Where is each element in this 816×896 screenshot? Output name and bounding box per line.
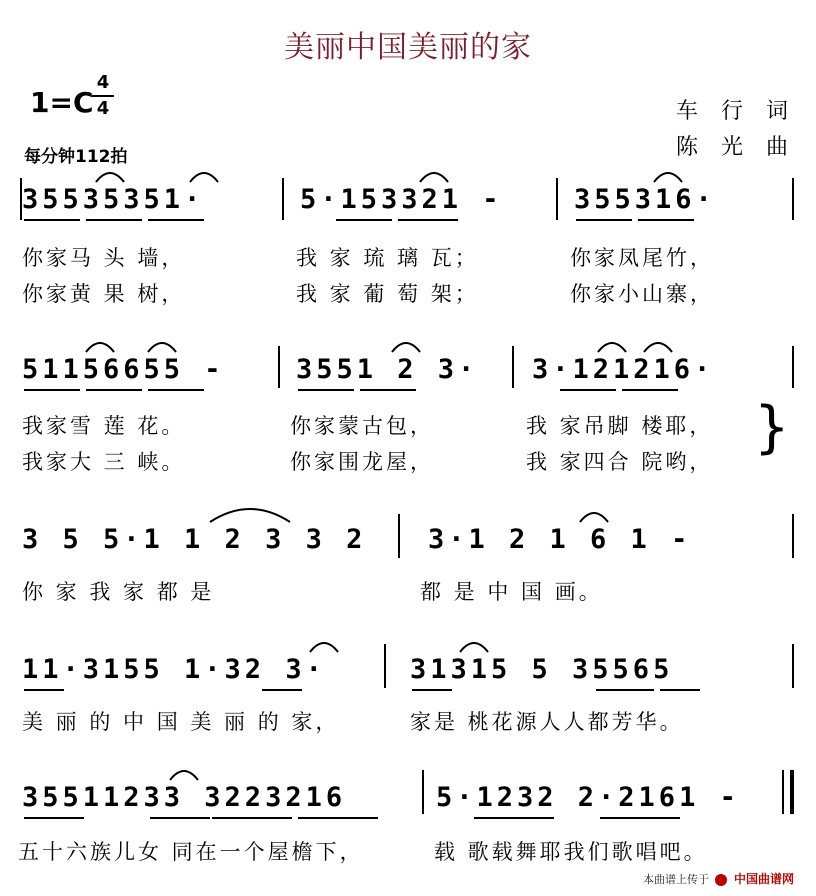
lyric-line: 你 家 我 家 都 是 xyxy=(22,580,215,604)
lyricist-credit: 车 行 词 xyxy=(676,99,796,124)
notes-measure: 35511233 3223216 xyxy=(22,782,347,813)
lyric-line: 你家马 头 墙， xyxy=(22,246,186,270)
notes-measure: 11·3155 1·32 3· xyxy=(22,654,326,685)
site-logo-icon xyxy=(715,874,727,886)
slur-mark xyxy=(96,173,124,182)
slur-mark xyxy=(654,173,682,182)
lyric-line: 家是 桃花源人人都芳华。 xyxy=(410,710,684,734)
lyric-line: 你家蒙古包， xyxy=(290,414,434,438)
slur-mark xyxy=(210,509,290,522)
slur-mark xyxy=(86,343,114,352)
lyric-brace: } xyxy=(754,395,790,460)
notes-measure: 5·1232 2·2161 - xyxy=(436,782,740,813)
lyric-line: 我 家吊脚 楼耶， xyxy=(526,414,714,438)
notes-measure: 51156655 - xyxy=(22,354,225,385)
slur-mark xyxy=(644,343,672,352)
lyric-line: 你家黄 果 树， xyxy=(22,282,186,306)
slur-mark xyxy=(170,771,198,780)
lyric-line: 你家围龙屋， xyxy=(290,450,434,474)
notes-measure: 355316· xyxy=(574,184,716,215)
footer-brand: 中国曲谱网 xyxy=(733,872,794,886)
notes-measure: 35535351· xyxy=(22,184,205,215)
slur-mark xyxy=(310,643,338,652)
lyric-line: 我家大 三 峡。 xyxy=(22,450,186,474)
lyric-line: 你家小山寨， xyxy=(570,282,714,306)
notes-measure: 3551 2 3· xyxy=(296,354,479,385)
composer-credit: 陈 光 曲 xyxy=(676,135,796,160)
lyric-line: 载 歌载舞耶我们歌唱吧。 xyxy=(434,840,708,864)
key-signature: 1=C xyxy=(30,86,94,119)
notes-measure: 3·1 2 1 6 1 - xyxy=(428,524,692,555)
song-title: 美丽中国美丽的家 xyxy=(284,30,532,65)
slur-mark xyxy=(460,643,488,652)
notes-measure: 5·153321 - xyxy=(300,184,503,215)
notes-measure: 3·121216· xyxy=(532,354,715,385)
slur-mark xyxy=(148,343,176,352)
slur-mark xyxy=(420,173,448,182)
slur-mark xyxy=(190,173,218,182)
notes-measure: 3 5 5·1 1 2 3 3 2 xyxy=(22,524,367,555)
lyric-line: 我家雪 莲 花。 xyxy=(22,414,186,438)
slur-mark xyxy=(598,343,626,352)
lyric-line: 我 家 琉 璃 瓦； xyxy=(296,246,479,270)
lyric-line: 都 是 中 国 画。 xyxy=(420,580,603,604)
time-sig-top: 4 xyxy=(96,72,110,93)
lyric-line: 我 家四合 院哟， xyxy=(526,450,714,474)
lyric-line: 五十六族儿女 同在一个屋檐下， xyxy=(18,840,364,864)
lyric-line: 你家凤尾竹， xyxy=(570,246,714,270)
lyric-line: 美 丽 的 中 国 美 丽 的 家， xyxy=(22,710,340,734)
slur-mark xyxy=(392,343,420,352)
footer-credit xyxy=(643,870,794,887)
footer-text: 本曲谱上传于 xyxy=(642,873,709,886)
lyric-line: 我 家 葡 萄 架； xyxy=(296,282,479,306)
time-sig-bottom: 4 xyxy=(96,98,110,119)
notes-measure: 31315 5 35565 xyxy=(410,654,674,685)
tempo-marking: 每分钟112拍 xyxy=(24,147,128,167)
slur-mark xyxy=(580,513,608,522)
